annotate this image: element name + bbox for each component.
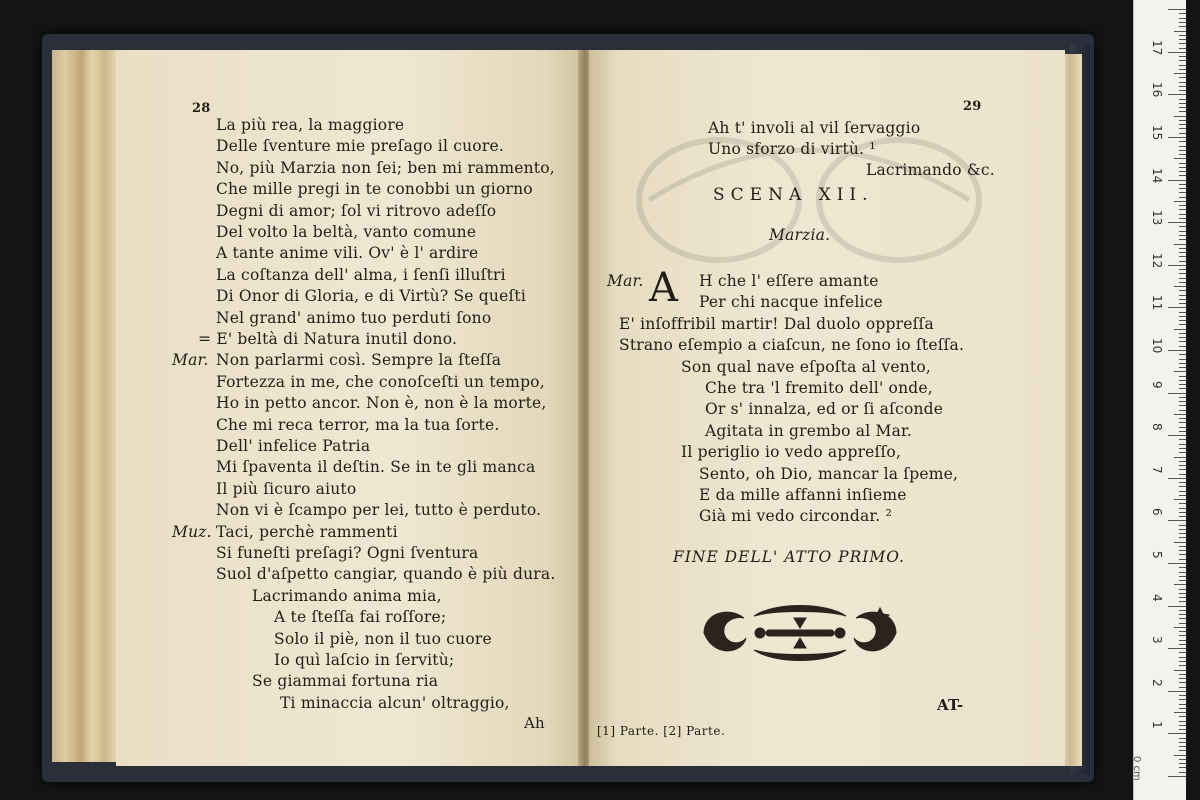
ruler-tick: [1179, 461, 1186, 462]
ruler-tick: [1179, 746, 1186, 747]
speaker-label: Muz.: [172, 522, 212, 541]
speaker-label: Mar.: [172, 351, 209, 370]
ruler-tick: [1179, 725, 1186, 726]
end-of-act-heading: FINE DELL' ATTO PRIMO.: [673, 548, 905, 566]
verse-line: Non parlarmi così. Sempre la ſteſſa: [216, 351, 502, 370]
ruler-tick: [1179, 665, 1186, 666]
verse-line: Già mi vedo circondar. ²: [699, 507, 892, 526]
verse-line: Che mille pregi in te conobbi un giorno: [216, 180, 533, 199]
ruler-number: 16: [1150, 82, 1164, 98]
ruler-tick: [1179, 133, 1186, 134]
ruler-tick: [1168, 9, 1186, 10]
ruler-tick: [1179, 589, 1186, 590]
ruler-number: 2: [1150, 678, 1164, 687]
ruler-number: 3: [1150, 636, 1164, 644]
ruler-tick: [1179, 43, 1186, 44]
verse-line: Che tra 'l fremito dell' onde,: [705, 379, 933, 397]
ruler-tick: [1179, 486, 1186, 487]
ruler-tick: [1179, 188, 1186, 189]
ruler-tick: [1179, 738, 1186, 739]
verse-line: Per chi nacque infelice: [699, 293, 883, 312]
ruler-tick: [1179, 529, 1186, 530]
ruler-tick: [1168, 350, 1186, 351]
ruler-tick: [1179, 192, 1186, 193]
ruler-tick: [1179, 324, 1186, 325]
ruler-tick: [1179, 346, 1186, 347]
ruler-tick: [1179, 644, 1186, 645]
verse-line: No, più Marzia non ſei; ben mi rammento,: [216, 158, 555, 177]
ruler-tick: [1179, 150, 1186, 151]
verse-line: Del volto la beltà, vanto comune: [216, 223, 477, 241]
ruler-number: 1: [1150, 721, 1164, 730]
ruler-tick: [1179, 695, 1186, 696]
ruler-tick: [1179, 209, 1186, 210]
ruler-tick: [1179, 674, 1186, 675]
verse-line: Uno sforzo di virtù. ¹: [708, 140, 876, 158]
ruler-number: 5: [1150, 551, 1164, 559]
ruler-tick: [1179, 77, 1186, 78]
ruler-tick: [1174, 712, 1186, 713]
verse-line: Solo il piè, non il tuo cuore: [274, 629, 492, 648]
ruler-tick: [1179, 687, 1186, 688]
ruler-tick: [1179, 704, 1186, 705]
ruler-tick: [1179, 546, 1186, 547]
ruler-tick: [1179, 65, 1186, 66]
ruler-tick: [1179, 482, 1186, 483]
ruler-tick: [1168, 733, 1186, 734]
ruler-tick: [1179, 248, 1186, 249]
ruler-tick: [1179, 111, 1186, 112]
ruler-tick: [1179, 422, 1186, 423]
ruler-tick: [1179, 376, 1186, 377]
ruler-tick: [1179, 491, 1186, 492]
ruler-tick: [1179, 278, 1186, 279]
ruler-tick: [1179, 431, 1186, 432]
ruler-tick: [1174, 414, 1186, 415]
ruler-tick: [1179, 226, 1186, 227]
ruler-tick: [1179, 252, 1186, 253]
ruler-tick: [1179, 69, 1186, 70]
ruler-tick: [1179, 146, 1186, 147]
measurement-ruler: [1133, 0, 1186, 800]
verse-line: Il più ſicuro aiuto: [216, 479, 357, 498]
ruler-tick: [1179, 559, 1186, 560]
ruler-tick: [1168, 563, 1186, 564]
verse-line: E da mille affanni inſieme: [699, 486, 907, 504]
ruler-number: 13: [1150, 210, 1164, 226]
ruler-tick: [1179, 410, 1186, 411]
ruler-number: 8: [1150, 423, 1164, 431]
ruler-number: 6: [1150, 508, 1164, 517]
ruler-tick: [1179, 175, 1186, 176]
ruler-tick: [1179, 333, 1186, 334]
ruler-tick: [1179, 359, 1186, 360]
ruler-tick: [1179, 772, 1186, 773]
page-number-right: 29: [963, 99, 982, 114]
verse-line: Or s' innalza, ed or ſi aſconde: [705, 400, 944, 419]
ruler-tick: [1179, 750, 1186, 751]
ruler-tick: [1179, 593, 1186, 594]
ruler-tick: [1179, 316, 1186, 317]
ruler-tick: [1179, 163, 1186, 164]
ruler-tick: [1179, 128, 1186, 129]
verse-line: E' inſoffribil martir! Dal duolo oppreſſa: [619, 314, 934, 333]
verse-line: Dell' infelice Patria: [216, 437, 371, 455]
ruler-tick: [1168, 648, 1186, 649]
ruler-tick: [1179, 465, 1186, 466]
ornament-vignette: [694, 598, 906, 668]
ruler-tick: [1179, 384, 1186, 385]
ruler-tick: [1174, 499, 1186, 500]
ruler-tick: [1179, 269, 1186, 270]
ruler-tick: [1179, 103, 1186, 104]
ruler-tick: [1179, 282, 1186, 283]
ruler-tick: [1179, 120, 1186, 121]
ruler-tick: [1174, 158, 1186, 159]
ruler-tick: [1179, 171, 1186, 172]
ruler-tick: [1179, 537, 1186, 538]
ruler-tick: [1179, 495, 1186, 496]
ruler-tick: [1179, 397, 1186, 398]
ruler-tick: [1168, 94, 1186, 95]
ruler-tick: [1179, 354, 1186, 355]
ruler-tick: [1174, 286, 1186, 287]
verse-line: Che mi reca terror, ma la tua ſorte.: [216, 415, 500, 434]
ruler-tick: [1179, 312, 1186, 313]
verse-line: Degni di amor; ſol vi ritrovo adeſſo: [216, 201, 497, 220]
ruler-tick: [1179, 405, 1186, 406]
verse-line: H che l' eſſere amante: [699, 272, 879, 290]
ruler-tick: [1179, 39, 1186, 40]
ruler-tick: [1179, 401, 1186, 402]
ruler-tick: [1179, 652, 1186, 653]
ruler-tick: [1179, 26, 1186, 27]
ruler-tick: [1174, 244, 1186, 245]
verse-line: Se giammai fortuna ria: [252, 672, 439, 691]
ruler-tick: [1179, 716, 1186, 717]
ruler-tick: [1179, 508, 1186, 509]
ruler-tick: [1174, 670, 1186, 671]
ruler-tick: [1174, 755, 1186, 756]
ruler-tick: [1174, 31, 1186, 32]
ruler-tick: [1179, 367, 1186, 368]
ruler-tick: [1179, 525, 1186, 526]
ruler-tick: [1179, 235, 1186, 236]
ruler-tick: [1179, 380, 1186, 381]
right-page: [589, 50, 1065, 766]
ruler-tick: [1168, 393, 1186, 394]
ruler-tick: [1179, 205, 1186, 206]
verse-line: Io quì laſcio in ſervitù;: [274, 651, 455, 669]
ruler-tick: [1179, 572, 1186, 573]
verse-line: Suol d'aſpetto cangiar, quando è più dura.: [216, 565, 556, 584]
ruler-number: 7: [1150, 465, 1164, 474]
ruler-tick: [1179, 18, 1186, 19]
ruler-tick: [1174, 627, 1186, 628]
scene-heading: SCENA XII.: [713, 185, 874, 205]
ruler-tick: [1179, 299, 1186, 300]
left-page: [116, 50, 583, 766]
verse-line: A te ſteſſa fai roſſore;: [274, 608, 447, 627]
ruler-tick: [1179, 184, 1186, 185]
verse-line: Fortezza in me, che conoſceſti un tempo,: [216, 372, 545, 391]
ruler-tick: [1168, 265, 1186, 266]
verse-line: Non vi è ſcampo per lei, tutto è perduto.: [216, 501, 542, 520]
refrain-line: Lacrimando &c.: [866, 161, 995, 179]
ruler-tick: [1179, 721, 1186, 722]
ruler-unit-label: 0 cm: [1131, 756, 1142, 781]
ruler-number: 15: [1150, 125, 1164, 141]
ruler-tick: [1179, 99, 1186, 100]
ruler-tick: [1179, 167, 1186, 168]
ruler-tick: [1179, 729, 1186, 730]
speaker-label: Mar.: [607, 272, 644, 290]
footnotes: [1] Parte. [2] Parte.: [597, 724, 726, 738]
ruler-tick: [1179, 580, 1186, 581]
ruler-tick: [1168, 180, 1186, 181]
ruler-tick: [1179, 13, 1186, 14]
ruler-tick: [1179, 763, 1186, 764]
ruler-tick: [1174, 116, 1186, 117]
ruler-tick: [1168, 776, 1186, 777]
ruler-tick: [1179, 474, 1186, 475]
ruler-tick: [1179, 363, 1186, 364]
verse-line: Taci, perchè rammenti: [216, 522, 398, 541]
ruler-tick: [1179, 614, 1186, 615]
ruler-tick: [1179, 699, 1186, 700]
ruler-tick: [1179, 320, 1186, 321]
ruler-tick: [1179, 337, 1186, 338]
ruler-tick: [1179, 82, 1186, 83]
verse-line: Di Onor di Gloria, e di Virtù? Se queſti: [216, 287, 526, 306]
ruler-tick: [1179, 418, 1186, 419]
ruler-tick: [1179, 759, 1186, 760]
verse-line: A tante anime vili. Ov' è l' ardire: [216, 244, 479, 263]
ruler-tick: [1179, 610, 1186, 611]
catchword-left: Ah: [524, 714, 545, 732]
ruler-tick: [1179, 86, 1186, 87]
ruler-tick: [1179, 218, 1186, 219]
ruler-number: 12: [1150, 252, 1164, 269]
catchword-right: AT-: [937, 696, 964, 714]
ruler-tick: [1179, 303, 1186, 304]
ruler-tick: [1179, 56, 1186, 57]
ruler-tick: [1168, 520, 1186, 521]
ruler-number: 4: [1150, 593, 1164, 602]
ruler-tick: [1174, 457, 1186, 458]
ruler-tick: [1179, 635, 1186, 636]
ruler-tick: [1179, 239, 1186, 240]
ruler-tick: [1179, 341, 1186, 342]
page-number-left: 28: [192, 101, 211, 116]
verse-line: La coſtanza dell' alma, i ſenſi illuſtri: [216, 265, 506, 284]
drop-cap: A: [649, 265, 678, 311]
ruler-tick: [1179, 231, 1186, 232]
ruler-number: 9: [1150, 380, 1164, 389]
ruler-tick: [1179, 742, 1186, 743]
ruler-tick: [1179, 60, 1186, 61]
ruler-number: 11: [1150, 295, 1164, 311]
ruler-tick: [1179, 661, 1186, 662]
ruler-tick: [1179, 512, 1186, 513]
page-stack-left: [52, 50, 118, 762]
ruler-tick: [1179, 90, 1186, 91]
ruler-tick: [1168, 137, 1186, 138]
ruler-tick: [1179, 550, 1186, 551]
ruler-tick: [1179, 290, 1186, 291]
ruler-tick: [1179, 708, 1186, 709]
ruler-tick: [1179, 640, 1186, 641]
ruler-tick: [1174, 329, 1186, 330]
verse-line: Ah t' involi al vil ſervaggio: [708, 119, 921, 137]
verse-line: Mi ſpaventa il deſtin. Se in te gli manca: [216, 458, 536, 477]
ruler-tick: [1179, 261, 1186, 262]
ruler-tick: [1168, 691, 1186, 692]
ruler-tick: [1179, 48, 1186, 49]
ruler-tick: [1174, 73, 1186, 74]
ruler-tick: [1168, 307, 1186, 308]
ruler-tick: [1179, 618, 1186, 619]
ruler-number: 10: [1150, 338, 1164, 354]
verse-line: Si funeſti preſagi? Ogni ſventura: [216, 544, 479, 562]
ruler-tick: [1168, 222, 1186, 223]
ruler-tick: [1179, 576, 1186, 577]
verse-line: Nel grand' animo tuo perduti ſono: [216, 308, 492, 327]
verse-line: Sento, oh Dio, mancar la ſpeme,: [699, 464, 959, 483]
ruler-tick: [1179, 448, 1186, 449]
ruler-tick: [1168, 435, 1186, 436]
ruler-tick: [1179, 657, 1186, 658]
verse-line: Lacrimando anima mia,: [252, 586, 442, 605]
verse-line: Strano eſempio a ciaſcun, ne ſono io ſteſſa.: [619, 336, 965, 355]
ruler-tick: [1179, 22, 1186, 23]
verse-line: Son qual nave eſpoſta al vento,: [681, 357, 931, 376]
ruler-tick: [1168, 478, 1186, 479]
ruler-tick: [1179, 154, 1186, 155]
ruler-tick: [1174, 542, 1186, 543]
ruler-tick: [1179, 444, 1186, 445]
ruler-tick: [1179, 601, 1186, 602]
ruler-tick: [1179, 623, 1186, 624]
ruler-tick: [1179, 533, 1186, 534]
ruler-tick: [1179, 256, 1186, 257]
ruler-tick: [1179, 439, 1186, 440]
verse-line: Agitata in grembo al Mar.: [705, 421, 913, 440]
ruler-tick: [1179, 141, 1186, 142]
ruler-tick: [1179, 35, 1186, 36]
ruler-tick: [1179, 273, 1186, 274]
ruler-tick: [1174, 371, 1186, 372]
verse-line: Delle ſventure mie preſago il cuore.: [216, 137, 504, 156]
ruler-tick: [1179, 295, 1186, 296]
ruler-tick: [1179, 124, 1186, 125]
ruler-tick: [1179, 678, 1186, 679]
ruler-number: 14: [1150, 167, 1164, 183]
ruler-tick: [1179, 516, 1186, 517]
ruler-tick: [1179, 567, 1186, 568]
ruler-tick: [1174, 201, 1186, 202]
verse-line: Il periglio io vedo appreſſo,: [681, 443, 902, 462]
ruler-tick: [1168, 52, 1186, 53]
ruler-tick: [1179, 767, 1186, 768]
ruler-tick: [1179, 503, 1186, 504]
ruler-tick: [1179, 682, 1186, 683]
ruler-tick: [1179, 631, 1186, 632]
verse-line: = E' beltà di Natura inutil dono.: [198, 330, 458, 348]
verse-line: Ho in petto ancor. Non è, non è la morte,: [216, 394, 547, 413]
ruler-tick: [1179, 554, 1186, 555]
ruler-tick: [1179, 388, 1186, 389]
ruler-tick: [1179, 214, 1186, 215]
ruler-tick: [1179, 197, 1186, 198]
ruler-number: 17: [1150, 39, 1164, 56]
ruler-tick: [1179, 107, 1186, 108]
ruler-tick: [1168, 606, 1186, 607]
ruler-tick: [1174, 584, 1186, 585]
ruler-tick: [1179, 427, 1186, 428]
ruler-tick: [1179, 469, 1186, 470]
verse-line: Ti minaccia alcun' oltraggio,: [280, 693, 510, 712]
ruler-tick: [1179, 597, 1186, 598]
character-name: Marzia.: [769, 226, 831, 244]
ruler-tick: [1179, 452, 1186, 453]
verse-line: La più rea, la maggiore: [216, 116, 405, 134]
